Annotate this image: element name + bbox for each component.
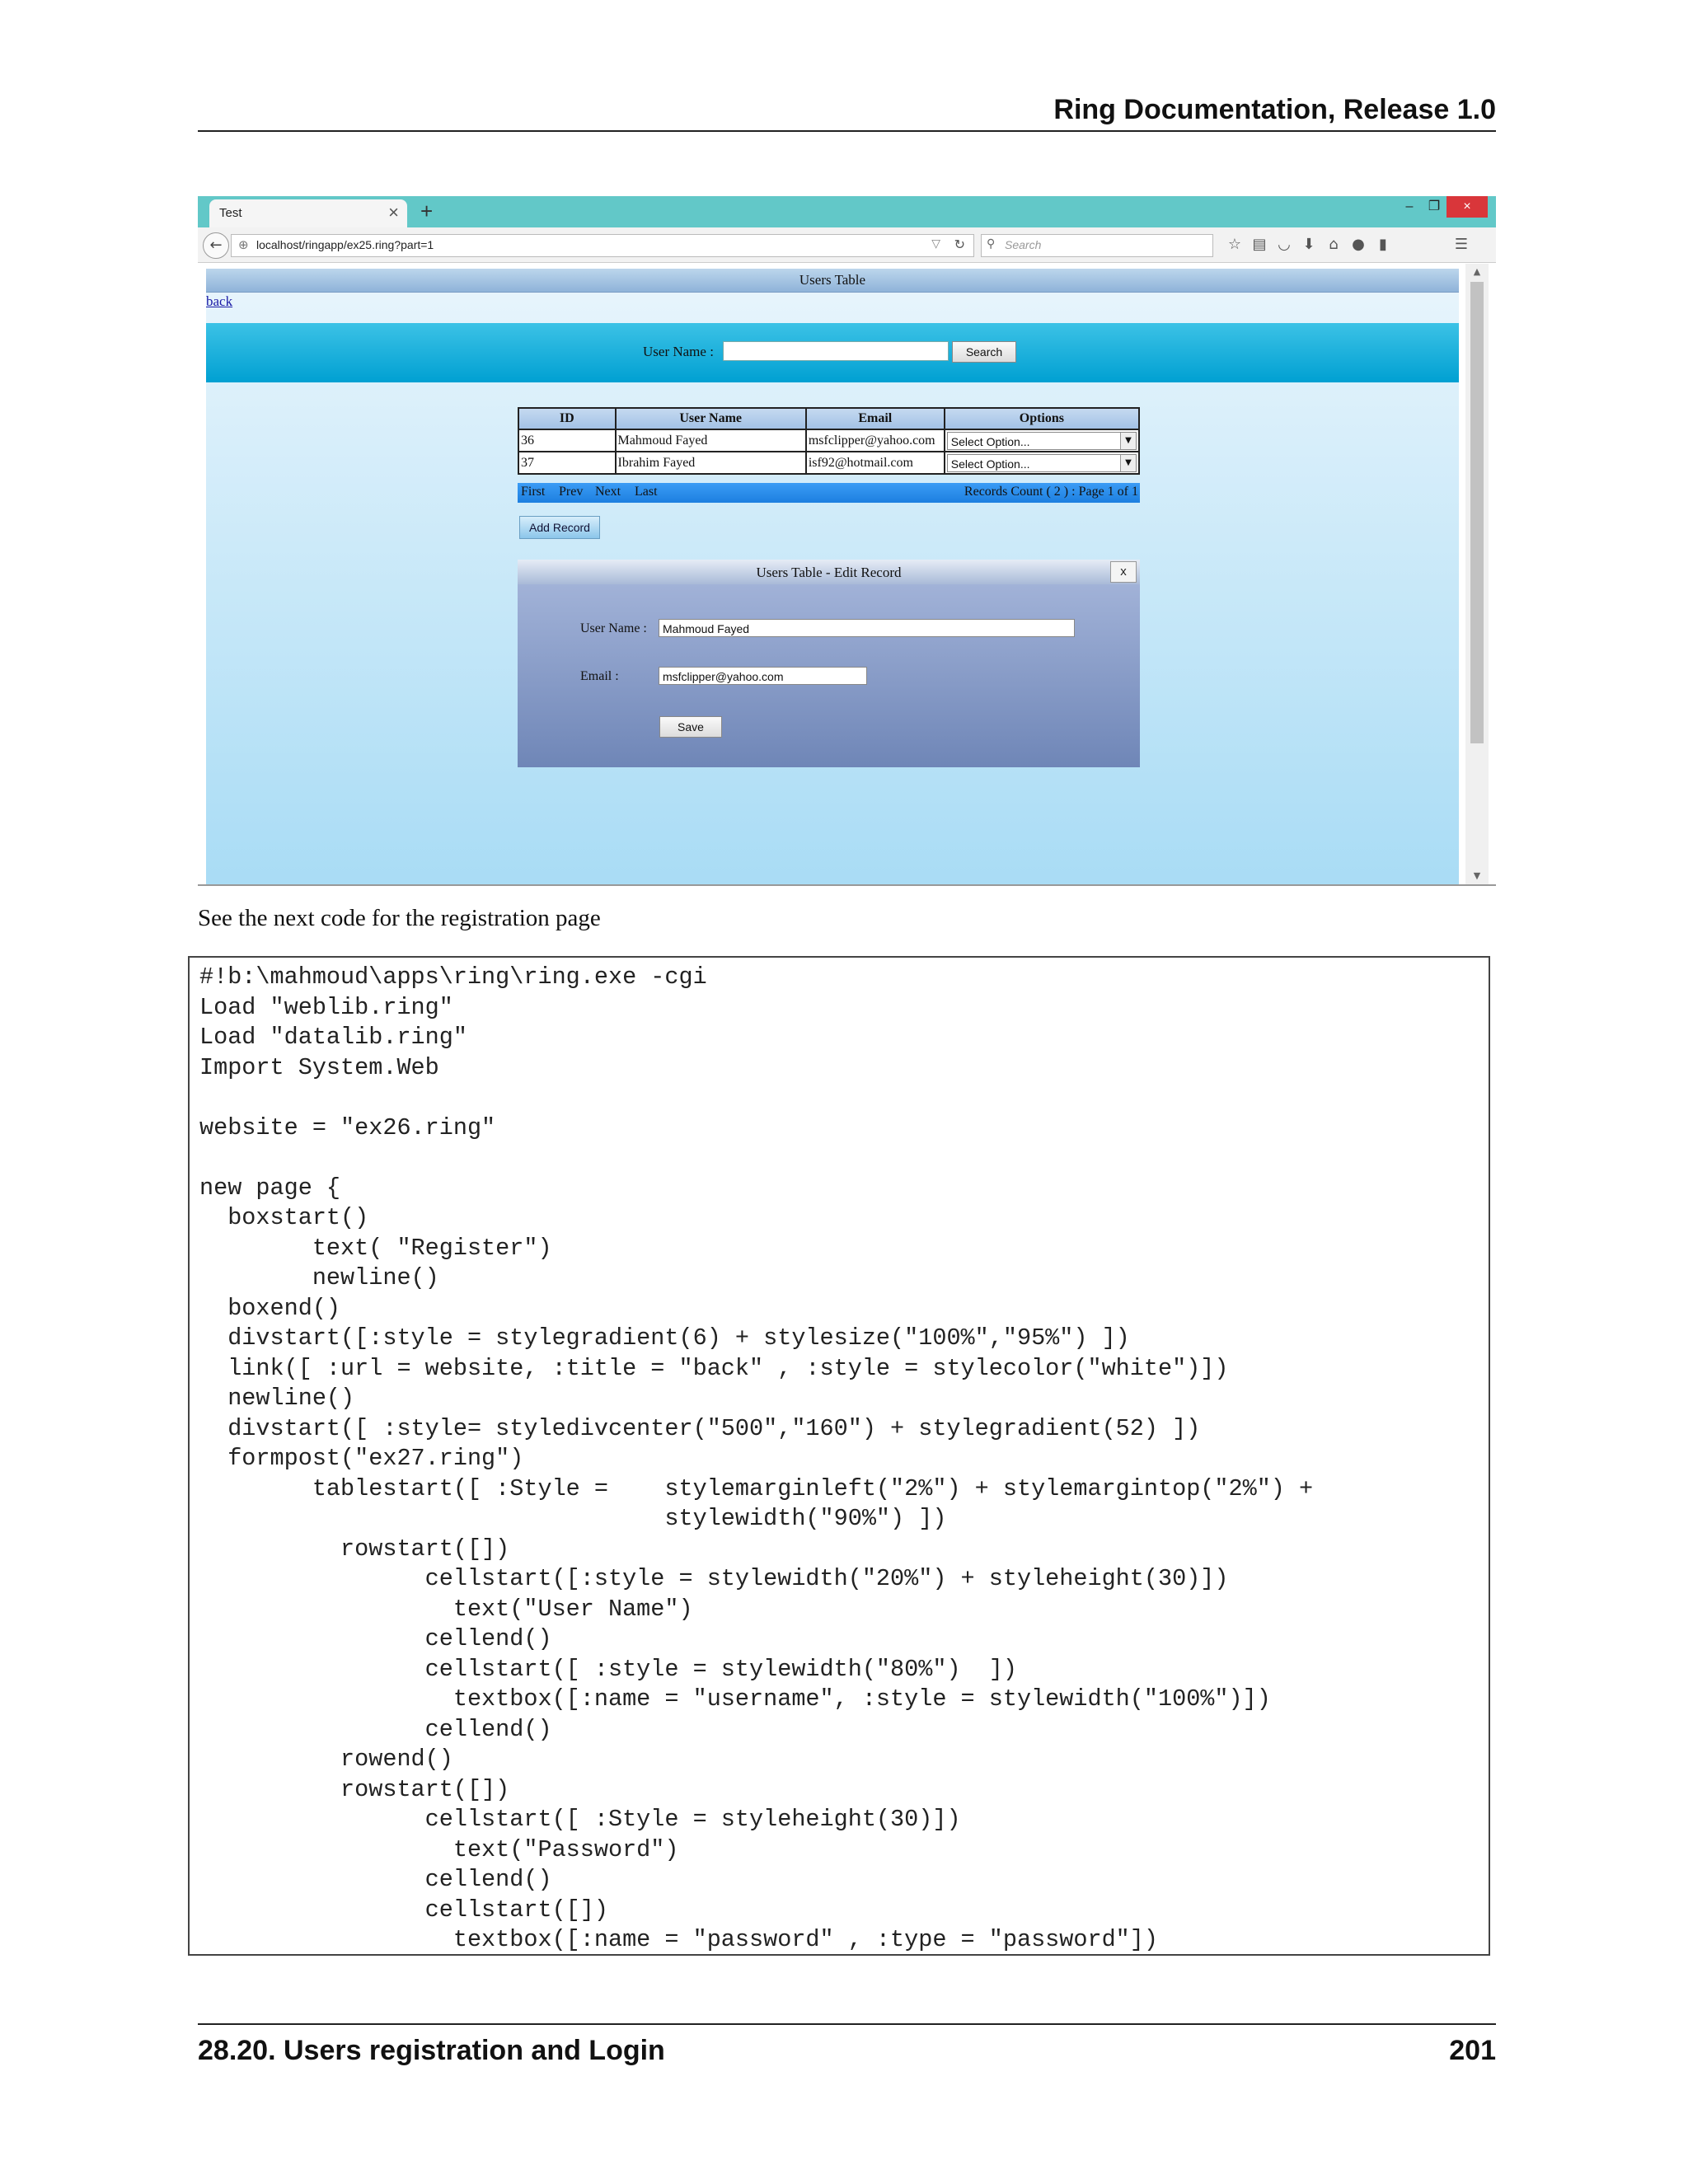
- users-table-header: [206, 269, 1459, 293]
- edit-dialog-title: Users Table - Edit Record: [756, 565, 902, 580]
- url-text: localhost/ringapp/ex25.ring?part=1: [256, 238, 434, 251]
- scroll-up-icon[interactable]: ▲: [1473, 266, 1481, 277]
- cell-options: [945, 429, 1139, 452]
- options-select-value: Select Option...: [950, 457, 1030, 471]
- page-footer: [198, 2023, 1496, 2066]
- table-pager: [518, 483, 1140, 503]
- browser-search-box[interactable]: [981, 234, 1213, 257]
- pager-prev[interactable]: Prev: [559, 485, 584, 499]
- minimize-button[interactable]: –: [1405, 199, 1414, 213]
- users-table-title: Users Table: [799, 272, 866, 288]
- download-icon[interactable]: ⬇: [1302, 236, 1315, 253]
- browser-nav-bar: [198, 227, 1496, 263]
- menu-icon[interactable]: ☰: [1454, 236, 1469, 253]
- home-icon[interactable]: ⌂: [1329, 236, 1339, 253]
- pocket-icon[interactable]: ◡: [1278, 236, 1291, 253]
- intro-paragraph: See the next code for the registration page: [198, 905, 601, 931]
- page-scrollbar[interactable]: [1465, 264, 1489, 884]
- document-title: Ring Documentation, Release 1.0: [1053, 94, 1496, 125]
- table-row: [518, 429, 1139, 452]
- cell-id: 37: [518, 452, 616, 474]
- cell-email: isf92@hotmail.com: [806, 452, 945, 474]
- save-button[interactable]: Save: [659, 716, 722, 738]
- page-number: 201: [1449, 2035, 1496, 2066]
- pager-next[interactable]: Next: [595, 485, 621, 499]
- username-search-input[interactable]: [723, 341, 949, 361]
- pager-first[interactable]: First: [521, 485, 546, 499]
- column-header-options: Options: [945, 408, 1139, 429]
- options-select[interactable]: [947, 454, 1137, 472]
- tab-title: Test: [219, 206, 242, 220]
- options-select[interactable]: [947, 432, 1137, 450]
- scrollbar-thumb[interactable]: [1470, 282, 1484, 743]
- browser-tab[interactable]: [209, 199, 407, 227]
- bookmark-icon[interactable]: ▮: [1379, 236, 1387, 253]
- chat-icon[interactable]: ●: [1352, 236, 1365, 253]
- web-page-viewport: [206, 269, 1459, 884]
- dropdown-arrow-icon[interactable]: ▽: [931, 237, 940, 251]
- search-placeholder: Search: [1005, 238, 1042, 251]
- cell-username: Ibrahim Fayed: [616, 452, 806, 474]
- back-arrow-icon[interactable]: ←: [203, 232, 229, 259]
- maximize-button[interactable]: ❐: [1428, 199, 1441, 213]
- reload-icon[interactable]: ↻: [954, 237, 965, 252]
- edit-record-dialog: [518, 560, 1140, 767]
- back-link[interactable]: back: [206, 293, 233, 309]
- add-record-button[interactable]: Add Record: [519, 516, 600, 539]
- column-header-id[interactable]: ID: [518, 408, 616, 429]
- pager-last[interactable]: Last: [635, 485, 658, 499]
- chevron-down-icon: ▼: [1120, 433, 1136, 449]
- table-header-row: [518, 408, 1139, 429]
- cell-options: [945, 452, 1139, 474]
- username-search-label: User Name :: [643, 344, 714, 359]
- edit-dialog-close-button[interactable]: x: [1110, 561, 1137, 583]
- edit-email-label: Email :: [580, 669, 619, 683]
- close-window-button[interactable]: ×: [1447, 196, 1488, 218]
- column-header-email[interactable]: Email: [806, 408, 945, 429]
- cell-username: Mahmoud Fayed: [616, 429, 806, 452]
- options-select-value: Select Option...: [950, 434, 1030, 448]
- cell-id: 36: [518, 429, 616, 452]
- chevron-down-icon: ▼: [1120, 455, 1136, 471]
- page-header: [198, 89, 1496, 132]
- records-count: Records Count ( 2 ) : Page 1 of 1: [964, 485, 1138, 499]
- column-header-username[interactable]: User Name: [616, 408, 806, 429]
- star-icon[interactable]: ☆: [1227, 236, 1242, 253]
- footer-section-title: 28.20. Users registration and Login: [198, 2035, 665, 2066]
- tab-close-icon[interactable]: ×: [388, 202, 399, 223]
- cell-email: msfclipper@yahoo.com: [806, 429, 945, 452]
- edit-email-input[interactable]: msfclipper@yahoo.com: [659, 667, 867, 685]
- edit-username-input[interactable]: Mahmoud Fayed: [659, 619, 1075, 637]
- search-panel: [206, 323, 1459, 382]
- users-table: [518, 407, 1140, 475]
- code-block: [188, 956, 1490, 1956]
- code-listing: #!b:\mahmoud\apps\ring\ring.exe -cgi Load "weblib.ring" Load "datalib.ring" Import System.Web website = "ex26.ring" new page { boxstart() text( "Register") newline() boxend() divstart([:style = stylegradient(6) + stylesize("100%","95%") ]) link([ :url = website, :title = "back" , :style = stylecolor("white")]) newline() divstart([ :style= styledivcenter("500","160") + stylegradient(52) ]) formpost("ex27.ring") tablestart([ :Style = stylemarginleft("2%") + stylemargintop("2%") + stylewidth("90%") ]) rowstart([]) cellstart([:style = stylewidth("20%") + styleheight(30)]) text("User Name") cellend() cellstart([ :style = stylewidth("80%") ]) textbox([:name = "username", :style = stylewidth("100%")]) cellend() rowend() rowstart([]) cellstart([ :Style = styleheight(30)]) text("Password") cellend() cellstart([]) textbox([:name = "password" , :type = "password"]): [199, 963, 1314, 1953]
- search-button[interactable]: Search: [952, 341, 1016, 363]
- address-bar[interactable]: [231, 234, 974, 257]
- reader-icon[interactable]: ▤: [1252, 236, 1267, 253]
- new-tab-icon[interactable]: +: [420, 199, 434, 223]
- browser-screenshot: [198, 196, 1496, 886]
- scroll-down-icon[interactable]: ▼: [1473, 870, 1481, 881]
- table-row: [518, 452, 1139, 474]
- search-icon: ⚲: [987, 237, 996, 251]
- edit-dialog-titlebar: [518, 560, 1140, 584]
- globe-icon: ⊕: [238, 237, 249, 252]
- edit-username-label: User Name :: [580, 621, 647, 635]
- browser-tab-bar: [198, 196, 1496, 227]
